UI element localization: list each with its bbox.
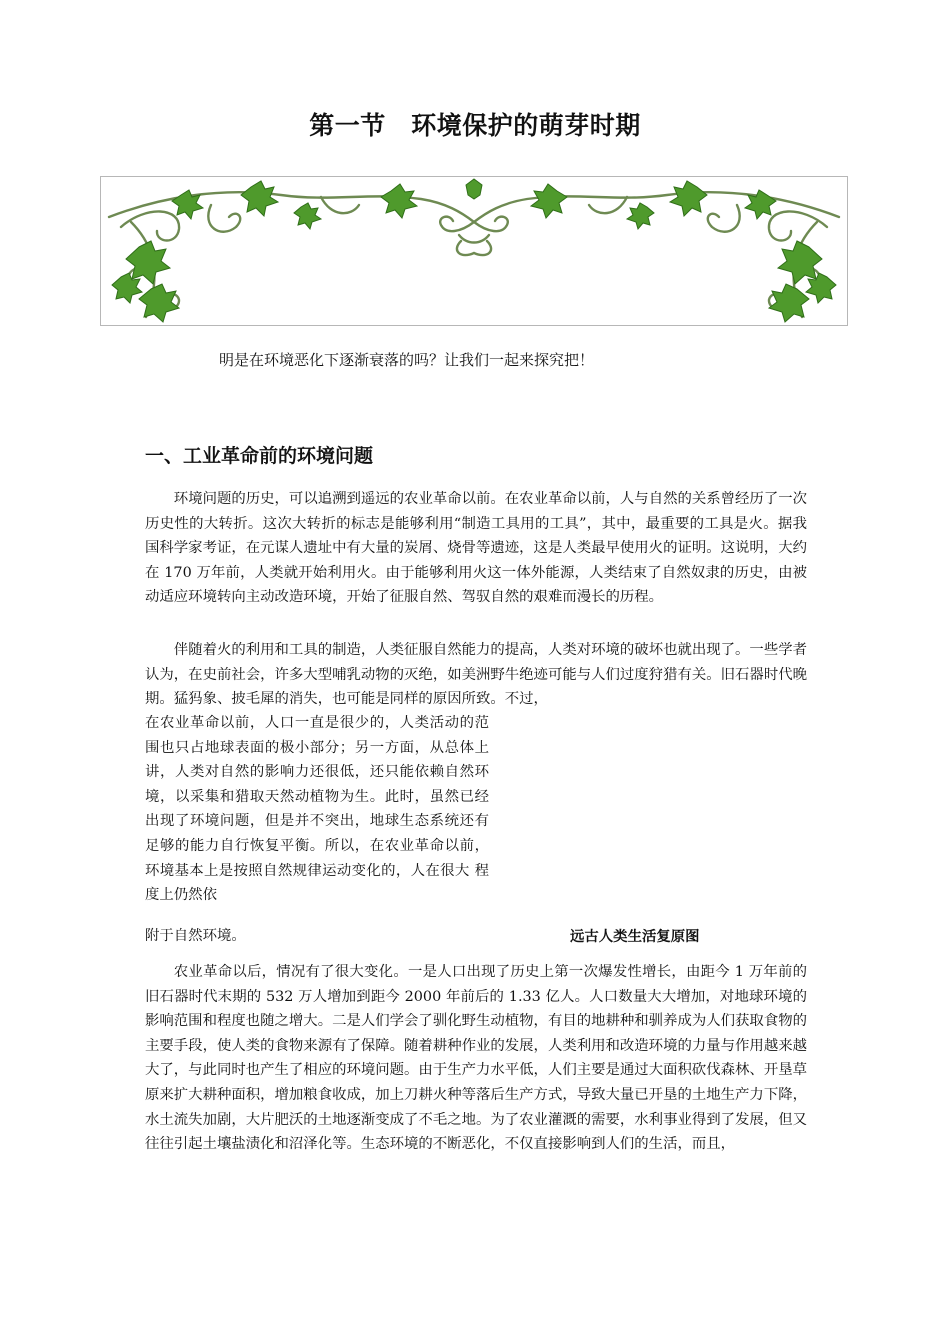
paragraph-2: 伴随着火的利用和工具的制造，人类征服自然能力的提高，人类对环境的破坏也就出现了。一些学者认为，在史前社会，许多大型哺乳动物的灭绝，如美洲野牛绝迹可能与人们过度狩猎有关。旧石器时代晚期。猛犸象、披毛犀的消失，也可能是同样的原因所致。不过， [145,642,807,708]
paragraph-3: 农业革命以后，情况有了很大变化。一是人口出现了历史上第一次爆发性增长，由距今 1 万年前的旧石器时代末期的 532 万人增加到距今 2000 年前后的 1.33 亿人。人口数量大大增加，对地球环境的影响范围和程度也随之增大。二是人们学会了驯化野生动植物，有目的地耕种和驯养成为人们获取食物的主要手段，使人类的食物来源有了保障。随着耕种作业的发展，人类利用和改造环境的力量与作用越来越大了，与此同时也产生了相应的环境问题。由于生产力水平低，人们主要是通过大面积砍伐森林、开垦草原来扩大耕种面积，增加粮食收成，加上刀耕火种等落后生产方式，导致大量已开垦的土地生产力下降，水土流失加剧，大片肥沃的土地逐渐变成了不毛之地。为了农业灌溉的需要，水利事业得到了发展，但又往往引起土壤盐渍化和沼泽化等。生态环境的不断恶化，不仅直接影响到人们的生活，而且， [145,964,807,1153]
paragraph-2-wrapped: 在农业革命以前，人口一直是很少的，人类活动的范围也只占地球表面的极小部分；另一方面，从总体上讲，人类对自然的影响力还很低，还只能依赖自然环境，以采集和猎取天然动植物为生。此时，虽然已经出现了环境问题，但是并不突出，地球生态系统还有足够的能力自行恢复平衡。所以，在农业革命以前，环境基本上是按照自然规律运动变化的，人在很大 程度上仍然依 [145,715,489,904]
page-title: 第一节 环境保护的萌芽时期 [309,111,641,140]
section-heading: 一、工业革命前的环境问题 [145,445,374,467]
figure-caption: 远古人类生活复原图 [570,929,700,945]
vine-banner-image [100,176,848,326]
paragraph-2-end: 附于自然环境。 [145,928,246,944]
paragraph-1: 环境问题的历史，可以追溯到遥远的农业革命以前。在农业革命以前，人与自然的关系曾经历了一次历史性的大转折。这次大转折的标志是能够利用“制造工具用的工具”，其中，最重要的工具是火。据我国科学家考证，在元谋人遗址中有大量的炭屑、烧骨等遗迹，这是人类最早使用火的证明。这说明，大约在 170 万年前，人类就开始利用火。由于能够利用火这一体外能源，人类结束了自然奴隶的历史，由被动适应环境转向主动改造环境，开始了征服自然、驾驭自然的艰难而漫长的历程。 [145,491,807,606]
vine-decoration [101,177,847,325]
intro-question: 明是在环境恶化下逐渐衰落的吗？让我们一起来探究把！ [219,351,595,369]
